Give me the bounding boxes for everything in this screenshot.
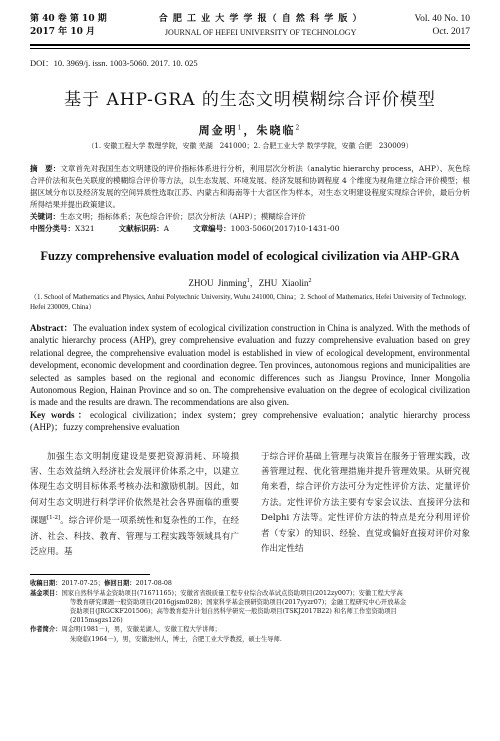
volume-issue-cn: 第 40 卷 第 10 期 (30, 14, 107, 24)
doi: DOI：10. 3969/j. issn. 1003-5060. 2017. 10. 025 (30, 58, 198, 68)
keywords-cn-label: 关键词： (30, 212, 60, 221)
title-cn: 基于 AHP-GRA 的生态文明模糊综合评价模型 (64, 90, 436, 110)
received-date: 2017-07-25； (61, 580, 105, 588)
fund-line-3: 资助项目(JRGCKF201506)；高等教育提升计划自然科学研究一般资助项目(TSKJ2017B22) 和名师工作室资助项目 (70, 607, 397, 615)
author-2-cn: 朱晓临 (256, 124, 296, 137)
journal-header (30, 0, 470, 44)
volume-issue-en: Vol. 40 No. 10 (414, 14, 470, 24)
article-id-field (193, 223, 339, 235)
author-2-sup: 2 (295, 124, 302, 132)
footnote (30, 579, 470, 643)
revised-label: 修回日期： (104, 580, 136, 588)
author-2-en-sup: 2 (308, 278, 312, 284)
author-1-en-sup: 1 (246, 278, 250, 284)
body-left-text-cont: 。综合评价是一项系统性和复杂性的工作，在经济、社会、科技、教育、管理与工程实践等领域具有广泛应用。基 (30, 516, 239, 557)
affiliation-cn: （1. 安徽工程大学 数理学院，安徽 芜湖 241000；2. 合肥工业大学 数学学院，安徽 合肥 230009） (87, 142, 413, 150)
abstract-cn (30, 163, 470, 211)
journal-name (159, 13, 363, 39)
bio-label: 作者简介： (30, 626, 62, 634)
bio-line-1: 周金明(1981－)，男，安徽芜湖人，安徽工程大学讲师； (61, 626, 221, 634)
affiliation-en: （1. School of Mathematics and Physics, Anhui Polytechnic University, Wuhu 241000, China；2. School of Mathematics, Hefei University of Technology, Hefei 230009, China） (30, 293, 467, 311)
journal-name-en: JOURNAL OF HEFEI UNIVERSITY OF TECHNOLOGY (164, 28, 357, 37)
citation-1-2[interactable]: [1-2] (47, 515, 61, 522)
body-left-column (30, 450, 239, 561)
abstract-cn-text: 文章首先对我国生态文明建设的评价指标体系进行分析，利用层次分析法（analytic hierarchy process，AHP）、灰色综合评价法和灰色关联度的模糊综合评价等方法，以生态发展、环境发展、经济发展和协调程度 4 个维度为视角建立综合评价模型；根据区域分布以及经济发展的空间异质性选取江苏、内蒙古和海南等十大省区作为样本，对生态文明建设程度实现综合评价，最后分析所得结果并提出政策建议。 (30, 164, 471, 209)
doc-code-label: 文献标识码： (118, 224, 164, 233)
clc-label: 中图分类号： (30, 224, 75, 233)
header-rule-thick (30, 44, 470, 46)
doc-code-field (119, 223, 169, 235)
keywords-en-text: ecological civilization；index system；grey comprehensive evaluation；analytic hierarchy process (AHP)；fuzzy comprehensive evaluation (30, 409, 471, 433)
bio-line-2: 朱晓临(1964－)，男，安徽池州人，博士，合肥工业大学教授，硕士生导师. (70, 635, 282, 643)
abstract-en (30, 322, 470, 409)
keywords-cn (30, 211, 470, 223)
body-columns (30, 450, 470, 561)
article-id-value: 1003-5060(2017)10-1431-00 (230, 224, 340, 233)
abstract-cn-label: 摘 要： (30, 164, 61, 173)
article-id-label: 文章编号： (193, 224, 231, 233)
clc-value: X321 (75, 224, 95, 233)
author-1-en: ZHOU Jinming (188, 278, 247, 288)
abstract-en-text: The evaluation index system of ecological civilization construction in China is analyzed. With the methods of analytic hierarchy process (AHP), grey comprehensive evaluation and fuzzy comprehensive evaluation based on grey relational degree, the comprehensive evaluation model is established in view of ecological development, environmental development, economic development and coordination degree. Ten provinces, autonomous regions and municipalities are selected as samples based on the regional and economic differences such as Jiangsu Province, Inner Mongolia Autonomous Region, Hainan Province and so on. The comprehensive evaluation on the degree of ecological civilization is made and the results are drawn. The recommendations are also given. (30, 323, 470, 408)
authors-en (30, 276, 470, 289)
keywords-en-label: Key words： (30, 409, 91, 420)
fund-line-2: 等教育研究课题一般资助项目(2016gjsm028)；国家科学基金预研资助项目(2017yyzr07)；金融工程研究中心开放基金 (70, 598, 407, 606)
issue-info (30, 13, 107, 39)
journal-name-cn: 合 肥 工 业 大 学 学 报（ 自 然 科 学 版 ） (158, 14, 363, 24)
author-sep: ， (243, 124, 257, 137)
author-1-sup: 1 (237, 124, 244, 132)
keywords-cn-text: 生态文明；指标体系；灰色综合评价；层次分析法（AHP）；模糊综合评价 (60, 212, 306, 221)
title-en: Fuzzy comprehensive evaluation model of ecological civilization via AHP-GRA (40, 249, 460, 263)
keywords-en (30, 409, 470, 434)
header-rule-thin (30, 48, 470, 49)
footnote-rule (30, 574, 150, 575)
fund-label: 基金项目： (30, 589, 62, 597)
fund-line-1: 国家自然科学基金资助项目(71671165)；安徽省省级质量工程专业综合改革试点资助项目(2012zy007)；安徽工程大学高 (61, 589, 403, 597)
author-2-en: ZHU Xiaolin (258, 278, 309, 288)
date-en: Oct. 2017 (432, 27, 470, 37)
revised-date: 2017-08-08 (135, 580, 172, 588)
abstract-en-label: Abstract： (30, 323, 73, 333)
doc-code-value: A (163, 224, 170, 233)
author-en-sep: ， (249, 278, 259, 288)
author-1-cn: 周金明 (198, 124, 238, 137)
clc-field (30, 223, 95, 235)
received-label: 收稿日期： (30, 580, 62, 588)
classification-row (30, 223, 470, 235)
footnote-fund (30, 589, 470, 598)
issue-info-en (414, 13, 470, 39)
authors-cn (30, 122, 470, 138)
footnote-dates (30, 579, 470, 588)
body-right-column (261, 450, 470, 561)
body-left-text: 加强生态文明制度建设是要把资源消耗、环境损害、生态效益纳入经济社会发展评价体系之中，以建立体现生态文明目标体系考核办法和激励机制。因此，如何对生态文明进行科学评价依然是社会各界面临的重要课题 (30, 451, 239, 527)
footnote-bio (30, 625, 470, 634)
fund-line-4: (2015msgzs126) (70, 617, 123, 625)
body-paragraph-1 (30, 450, 239, 561)
date-cn: 2017 年 10 月 (30, 27, 95, 37)
body-paragraph-1-cont: 于综合评价基础上管理与决策旨在服务于管理实践，改善管理过程、优化管理措施并提升管理效果。从研究视角来看，综合评价方法可分为定性评价方法、定量评价方法。定性评价方法主要有专家会议法、直接评分法和 Delphi 方法等。定性评价方法的特点是充分利用评价者（专家）的知识、经验、直觉或偏好直接对评价对象作出定性结 (261, 451, 470, 555)
